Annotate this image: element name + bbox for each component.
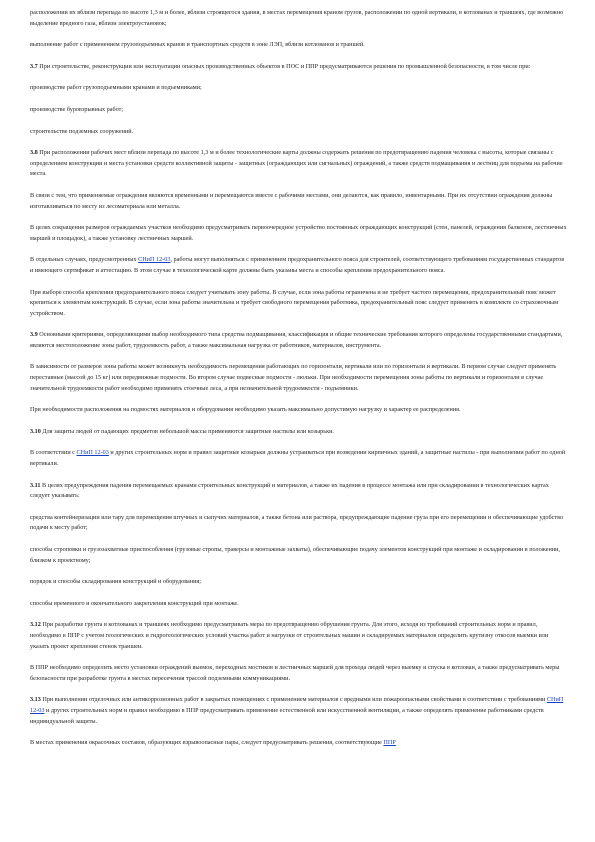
paragraph-text: При необходимости расположения на подмостях материалов и оборудования необходимо указать максимально допустимую нагрузку и характер ее распределения. [30,406,461,414]
paragraph-text: и других строительных норм и правил защитные козырьки должны устраиваться при возведении кирпичных зданий, а защитные настилы - при выполнении работ по одной вертикали. [30,449,566,468]
paragraph-3-12 [30,620,567,652]
paragraph [30,738,567,749]
paragraph-text: Для защиты людей от падающих предметов небольшой массы применяются защитные настилы или козырьки. [42,427,334,435]
paragraph-text: расположении их вблизи перепада по высоте 1,3 м и более, вблизи строящегося здания, в местах перемещения краном грузов, расположении по одной вертикали, в котлованах и траншеях, где возможно выделение вредного газа, вблизи электроустановок; [30,9,564,27]
clause-number: 3.10 [30,427,41,435]
paragraph-text: порядок и способы складирования конструкций и оборудования; [30,578,201,586]
list-item [30,105,567,116]
paragraph-text: способы строповки и грузозахватные приспособления (грузовые стропы, траверсы и монтажные захваты), обеспечивающие подачу элементов конструкций при монтаже и складировании в положении, близком к проектному; [30,546,560,564]
clause-number: 3.9 [30,331,38,339]
paragraph-text: В зависимости от размеров зоны работы может возникнуть необходимость перемещения работающих по горизонтали, вертикали или по горизонтали и вертикали. В первом случае следует применять переставные (массой до 15 кг) или передвижные подмости. Во втором случае подвесные подмости - люльки. При необходимости перемещения зоны работы по вертикали и горизонтали в случае значительной трудоемкости работ необходимо применять стоечные леса, а при незначительной трудоемкости - подъемники. [30,363,557,392]
paragraph-text: и других строительных норм и правил необходимо в ППР предусматривать применение естественной или искусственной вентиляции, а также определять применение работниками средств индивидуальной защиты. [30,706,544,725]
paragraph-text: производстве работ грузоподъемными кранами и подъемниками; [30,84,202,92]
paragraph-text: В связи с тем, что применяемые ограждения являются временными и перемещаются вместе с рабочими местами, они делаются, как правило, инвентарными. При их отсутствии ограждения должны изготавливаться по месту из лесоматериала или металла. [30,191,553,210]
paragraph [30,288,567,320]
paragraph [30,223,567,244]
paragraph-text: При разработке грунта в котлованах и траншеях необходимо предусматривать меры по предотвращению обрушения грунта. Для этого, исходя из требований строительных норм и правил, необходимо в ППР с учетом геологических и гидрогеологических условий участка работ и нагрузки от строительных машин и складируемых материалов определить крутизну откосов выемки или указать проект крепления стенок траншеи. [30,621,549,650]
clause-number: 3.12 [30,621,41,629]
paragraph [30,448,567,469]
paragraph-3-13 [30,695,567,727]
list-item [30,127,567,138]
document-body [30,8,567,760]
paragraph-text: средства контейнеризации или тару для перемещения штучных и сыпучих материалов, а также бетона или раствора, предупреждающие падение груза при его перемещении и обеспечивающие удобство подачи к месту работ; [30,513,564,532]
paragraph-3-8 [30,148,567,180]
paragraph-text: При выборе способа крепления предохранительного пояса следует учитывать зону работы. В случае, если зона работы ограничена и не требует частого перемещения, предохранительный пояс может крепиться к элементам конструкций. В случае, если зона работы значительна и требует свободного перемещения работника, предохранительный пояс следует применять в комплекте со страховочным устройством. [30,288,558,317]
paragraph-text: При расположении рабочих мест вблизи перепада по высоте 1,3 м и более технологические карты должны содержать решения по предотвращению падения человека с высоты, которые связаны с определением конструкции и места установки средств коллективной защиты - защитных (ограждающих или сигнальных) ограждений, а также средств подмащивания и лестниц для подъема на рабочие места. [30,149,563,178]
paragraph-3-9 [30,330,567,351]
paragraph-text: В ППР необходимо определить место установки ограждений выемок, переходных мостиков и лестничных маршей для прохода людей через выемку и спуска в котлован, а также предусматривать меры безопасности при разработке грунта в местах пересечения трассой подземными коммуникациями. [30,664,560,682]
clause-number: 3.13 [30,696,41,704]
list-item [30,545,567,566]
paragraph-3-7 [30,62,567,73]
paragraph [30,405,567,416]
paragraph-text: , работы могут выполняться с применением предохранительного пояса для строителей, соответствующего требованиям государственных стандартов и имеющего сертификат и аттестацию. В этом случае в технологической карте должны быть указаны места и способы крепления предохранительного пояса. [30,256,565,274]
clause-number: 3.11 [30,481,41,489]
paragraph-text: При строительстве, реконструкции или эксплуатации опасных производственных объектов в ПОС и ППР предусматриваются решения по промышленной безопасности, в том числе при: [39,62,531,70]
paragraph [30,8,567,29]
paragraph-text: Основными критериями, определяющими выбор необходимого типа средства подмащивания, классификация и общие технические требования которого определены государственными стандартами, являются местоположение зоны работ, трудоемкость работ, а также максимальная нагрузка от работников, материалов, инструмента. [30,331,563,349]
snip-link[interactable]: СНиП 12-03 [30,696,564,714]
paragraph [30,362,567,394]
clause-number: 3.7 [30,62,38,70]
paragraph-text: При выполнении отделочных или антикоррозионных работ в закрытых помещениях с применением материалов с вредными или пожароопасными свойствами в соответствии с требованиями [42,696,546,704]
paragraph-text: В отдельных случаях, предусмотренных [30,256,137,264]
paragraph-3-10 [30,427,567,438]
paragraph [30,40,567,51]
clause-number: 3.8 [30,149,38,157]
paragraph-text: выполнение работ с применением грузоподъемных кранов и транспортных средств в зоне ЛЭП, вблизи котлованов и траншей. [30,41,365,49]
paragraph-text: способы временного и окончательного закрепления конструкций при монтаже. [30,599,239,607]
paragraph [30,255,567,276]
paragraph-text: В соответствии с [30,449,75,457]
paragraph-text: производстве буровзрывных работ; [30,105,124,113]
paragraph-text: В местах применения окрасочных составов, образующих взрывоопасные пары, следует предусматривать решения, соответствующие [30,739,382,747]
paragraph-text: строительстве подземных сооружений. [30,127,134,135]
list-item [30,599,567,610]
list-item [30,577,567,588]
paragraph-text: В целях сокращения размеров ограждаемых участков необходимо предусматривать первоочередное устройство постоянных ограждающих конструкций (стен, панелей, ограждения балконов, лестничных маршей и площадок), а также установку лестничных маршей. [30,224,567,242]
list-item [30,83,567,94]
snip-link[interactable]: СНиП 12-03 [76,449,109,457]
paragraph [30,191,567,212]
snip-link[interactable]: СНиП 12-03 [138,256,171,264]
ppr-link[interactable]: ППР [383,739,396,747]
list-item [30,513,567,534]
paragraph [30,663,567,684]
paragraph-text: В целях предупреждения падения перемещаемых кранами строительных конструкций и материалов, а также их падения в процессе монтажа или при складировании в технологических картах следует указывать: [30,481,549,500]
paragraph-3-11 [30,481,567,502]
